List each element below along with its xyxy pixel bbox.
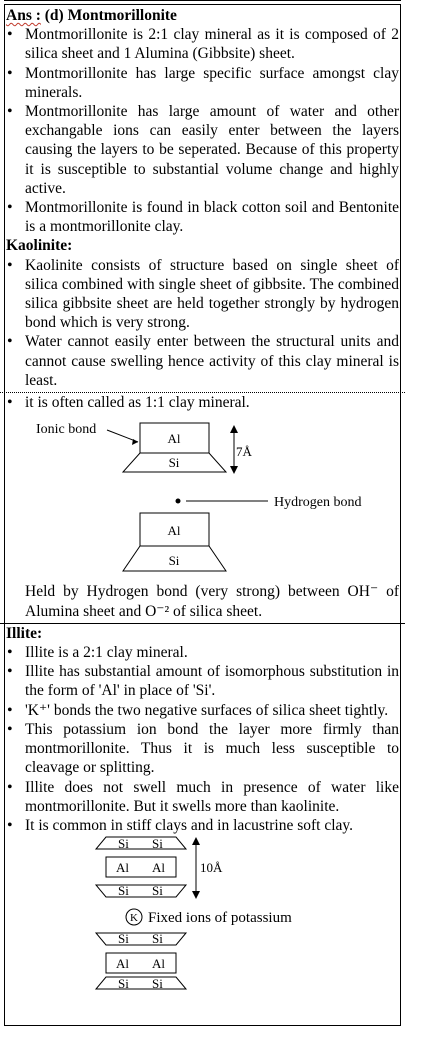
list-item: • Montmorillonite has large specific surface amongst clay minerals. bbox=[6, 64, 399, 102]
list-item: • Illite is a 2:1 clay mineral. bbox=[6, 643, 399, 662]
list-item: • it is often called as 1:1 clay mineral. bbox=[6, 393, 399, 412]
al-label: Al bbox=[116, 956, 129, 972]
kaolinite-diagram-svg bbox=[6, 412, 399, 577]
list-item: • Illite does not swell much in presence of water like montmorillonite. But it swells more than kaolinite. bbox=[6, 778, 399, 816]
illite-diagram-svg bbox=[6, 835, 399, 995]
si-label: Si bbox=[152, 836, 163, 852]
answer-title: (d) Montmorillonite bbox=[40, 7, 177, 24]
arrow-down-icon bbox=[192, 891, 200, 899]
arrow-up-icon bbox=[230, 425, 238, 433]
list-item: • Illite has substantial amount of isomorphous substitution in the form of 'Al' in place of 'Si'. bbox=[6, 662, 399, 700]
list-item: • Montmorillonite has large amount of water and other exchangable ions can easily enter between the layers causing the layers to be seperated. Because of this property it is susceptible to substantial volume change and highly active. bbox=[6, 102, 399, 198]
si-label: Si bbox=[152, 931, 163, 947]
kaolinite-caption: Held by Hydrogen bond (very strong) between OH⁻ of Alumina sheet and O⁻² of silica sheet. bbox=[25, 583, 399, 620]
fixed-ions-label: Fixed ions of potassium bbox=[148, 910, 292, 927]
ionic-bond-label: Ionic bond bbox=[36, 422, 97, 438]
answer-heading bbox=[6, 6, 399, 25]
k-symbol: K bbox=[130, 912, 138, 925]
silica-sheet-top bbox=[96, 836, 186, 852]
montmorillonite-list bbox=[6, 25, 399, 236]
arrow-up-icon bbox=[192, 837, 200, 845]
al-label: Al bbox=[116, 860, 129, 876]
answer-prefix: Ans : bbox=[6, 7, 41, 24]
list-item: • 'K⁺' bonds the two negative surfaces of silica sheet tightly. bbox=[6, 701, 399, 720]
illite-heading: Illite: bbox=[0, 623, 405, 643]
si-label: Si bbox=[118, 976, 129, 992]
list-item: • Montmorillonite is 2:1 clay mineral as it is composed of 2 silica sheet and 1 Alumina (Gibbsite) sheet. bbox=[6, 25, 399, 63]
kaolinite-list bbox=[6, 256, 399, 390]
list-item: • This potassium ion bond the layer more firmly than montmorillonite. Thus it is much less susceptible to cleavage or splitting. bbox=[6, 720, 399, 778]
silica-sheet-bottom-2 bbox=[96, 976, 186, 992]
list-item: • Water cannot easily enter between the structural units and cannot cause swelling hence activity of this clay mineral is least. bbox=[6, 332, 399, 390]
silica-sheet-top-2 bbox=[96, 933, 186, 945]
list-item: • Kaolinite consists of structure based on single sheet of silica combined with single sheet of gibbsite. The combined silica gibbsite sheet are held together strongly by hydrogen bond which is very strong. bbox=[6, 256, 399, 333]
silica-sheet-bottom bbox=[96, 885, 186, 897]
illite-list bbox=[6, 643, 399, 835]
hydrogen-atom-dot bbox=[176, 499, 181, 504]
al-label: Al bbox=[167, 431, 181, 447]
arrow-down-icon bbox=[230, 466, 238, 474]
al-label: Al bbox=[152, 956, 165, 972]
illite-structure-diagram bbox=[6, 835, 399, 1000]
kaolinite-structure-diagram bbox=[6, 412, 399, 582]
al-label-2: Al bbox=[167, 523, 181, 539]
si-label: Si bbox=[168, 455, 180, 471]
spacing-label: 10Å bbox=[200, 860, 223, 876]
al-label: Al bbox=[152, 860, 165, 876]
si-label: Si bbox=[118, 883, 129, 899]
kaolinite-heading: Kaolinite: bbox=[6, 237, 73, 255]
kaolinite-list-continued bbox=[6, 393, 399, 412]
list-item: • Montmorillonite is found in black cotton soil and Bentonite is a montmorillonite clay. bbox=[6, 198, 399, 236]
answer-content bbox=[6, 6, 399, 1000]
si-label-2: Si bbox=[168, 553, 180, 569]
si-label: Si bbox=[118, 836, 129, 852]
list-item: • It is common in stiff clays and in lacustrine soft clay. bbox=[6, 816, 399, 835]
hydrogen-bond-label: Hydrogen bond bbox=[274, 495, 362, 511]
si-label: Si bbox=[118, 931, 129, 947]
si-label: Si bbox=[152, 976, 163, 992]
spacing-label: 7Å bbox=[236, 444, 252, 460]
si-label: Si bbox=[152, 883, 163, 899]
arrow-head-icon bbox=[132, 439, 138, 445]
